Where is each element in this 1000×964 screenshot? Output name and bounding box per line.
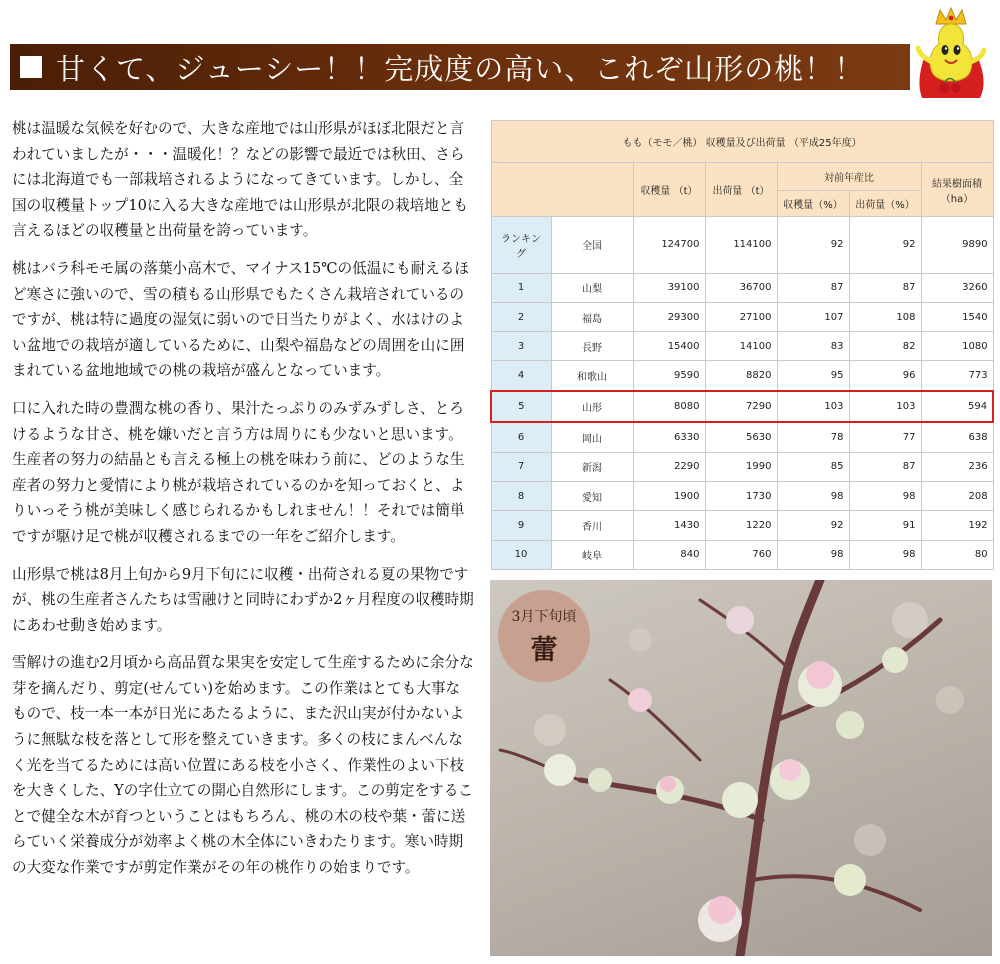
table-row <box>491 540 993 569</box>
shipment-cell: 27100 <box>705 302 777 331</box>
table-row <box>491 482 993 511</box>
shipment-cell: 1730 <box>705 482 777 511</box>
paragraph: 桃はバラ科モモ属の落葉小高木で、マイナス15℃の低温にも耐えるほど寒さに強いので、雪の積もる山形県でもたくさん栽培されているのですが、桃は特に過度の湿気に弱いので日当たりがよく、水はけのよい盆地での栽培が適しているために、山梨や福島などの周囲を山に囲まれている盆地地域での桃の栽培が盛んとなっています。 <box>12 259 469 380</box>
yoy-harvest-cell: 92 <box>777 217 849 274</box>
pref-cell: 香川 <box>551 511 633 540</box>
harvest-cell: 2290 <box>633 452 705 481</box>
rank-cell: 9 <box>491 511 551 540</box>
header-harvest: 収穫量 （t） <box>633 163 705 217</box>
rank-cell: 2 <box>491 302 551 331</box>
shipment-cell: 760 <box>705 540 777 569</box>
rank-cell: 7 <box>491 452 551 481</box>
rank-cell: 3 <box>491 332 551 361</box>
paragraph: 山形県で桃は8月上旬から9月下旬にに収穫・出荷される夏の果物ですが、桃の生産者さんたちは雪融けと同時にわずか2ヶ月程度の収穫時期にあわせ動き始めます。 <box>12 565 474 634</box>
harvest-table <box>490 120 994 570</box>
rank-cell: 8 <box>491 482 551 511</box>
pref-cell: 愛知 <box>551 482 633 511</box>
yoy-harvest-cell: 87 <box>777 273 849 302</box>
badge-date: 3月下旬頃 <box>511 608 577 625</box>
header-yoy: 対前年産比 <box>777 163 921 191</box>
area-cell: 192 <box>921 511 993 540</box>
shipment-cell: 36700 <box>705 273 777 302</box>
pref-cell: 長野 <box>551 332 633 361</box>
peach-bud-photo <box>490 580 992 956</box>
stage-badge <box>498 590 590 682</box>
table-row <box>491 422 993 452</box>
harvest-cell: 29300 <box>633 302 705 331</box>
harvest-cell: 1430 <box>633 511 705 540</box>
crowned-pear-mascot-icon <box>910 6 992 102</box>
paragraph: 桃は温暖な気候を好むので、大きな産地では山形県がほぼ北限だと言われていましたが・・・温暖化！？などの影響で最近では秋田、さらには北海道でも一部栽培されるようになってきています。しかし、全国の収穫量トップ10に入る大きな産地では山形県が北限の栽培地とも言えるほどの収穫量と出荷量を誇っています。 <box>12 120 468 240</box>
pref-cell: 岡山 <box>551 422 633 452</box>
header-area: 結果樹面積（ha） <box>921 163 993 217</box>
rank-cell: 10 <box>491 540 551 569</box>
yoy-harvest-cell: 85 <box>777 452 849 481</box>
yoy-shipment-cell: 103 <box>849 391 921 422</box>
table-row <box>491 302 993 331</box>
harvest-cell: 39100 <box>633 273 705 302</box>
yoy-shipment-cell: 82 <box>849 332 921 361</box>
yoy-shipment-cell: 87 <box>849 273 921 302</box>
table-row <box>491 511 993 540</box>
pref-cell: 新潟 <box>551 452 633 481</box>
badge-stage: 蕾 <box>530 634 558 666</box>
harvest-cell: 6330 <box>633 422 705 452</box>
rank-cell: 5 <box>491 391 551 422</box>
rank-cell: 1 <box>491 273 551 302</box>
header-yoy-harvest: 収穫量（%） <box>777 191 849 217</box>
harvest-table-container <box>490 120 992 570</box>
yoy-shipment-cell: 98 <box>849 540 921 569</box>
area-cell: 1540 <box>921 302 993 331</box>
yoy-shipment-cell: 87 <box>849 452 921 481</box>
yoy-harvest-cell: 78 <box>777 422 849 452</box>
rank-cell: 6 <box>491 422 551 452</box>
area-cell: 594 <box>921 391 993 422</box>
area-cell: 236 <box>921 452 993 481</box>
table-row-national <box>491 217 993 274</box>
shipment-cell: 8820 <box>705 361 777 391</box>
section-header <box>10 44 910 90</box>
yoy-harvest-cell: 95 <box>777 361 849 391</box>
harvest-cell: 8080 <box>633 391 705 422</box>
shipment-cell: 114100 <box>705 217 777 274</box>
yoy-shipment-cell: 96 <box>849 361 921 391</box>
shipment-cell: 1990 <box>705 452 777 481</box>
yoy-shipment-cell: 98 <box>849 482 921 511</box>
yoy-shipment-cell: 77 <box>849 422 921 452</box>
area-cell: 80 <box>921 540 993 569</box>
yoy-harvest-cell: 98 <box>777 482 849 511</box>
area-cell: 773 <box>921 361 993 391</box>
shipment-cell: 5630 <box>705 422 777 452</box>
table-row <box>491 361 993 391</box>
area-cell: 638 <box>921 422 993 452</box>
area-cell: 1080 <box>921 332 993 361</box>
harvest-cell: 15400 <box>633 332 705 361</box>
table-row <box>491 452 993 481</box>
rank-cell: 4 <box>491 361 551 391</box>
pref-cell: 岐阜 <box>551 540 633 569</box>
shipment-cell: 7290 <box>705 391 777 422</box>
pref-cell: 山梨 <box>551 273 633 302</box>
area-cell: 3260 <box>921 273 993 302</box>
header-shipment: 出荷量 （t） <box>705 163 777 217</box>
pref-cell: 和歌山 <box>551 361 633 391</box>
pref-cell: 山形 <box>551 391 633 422</box>
yoy-harvest-cell: 92 <box>777 511 849 540</box>
yoy-harvest-cell: 103 <box>777 391 849 422</box>
header-empty <box>491 163 633 217</box>
area-cell: 9890 <box>921 217 993 274</box>
square-bullet-icon <box>20 56 42 78</box>
pref-cell: 福島 <box>551 302 633 331</box>
table-row-highlighted <box>491 391 993 422</box>
harvest-cell: 9590 <box>633 361 705 391</box>
article-body <box>12 116 474 893</box>
section-title: 甘くて、ジューシー！！完成度の高い、これぞ山形の桃！！ <box>56 51 865 86</box>
table-row <box>491 273 993 302</box>
paragraph: 雪解けの進む2月頃から高品質な果実を安定して生産するために余分な芽を摘んだり、剪定(せんてい)を始めます。この作業はとても大事なもので、枝一本一本が日光にあたるように、また沢山実が付かないように無駄な枝を落として形を整えていきます。多くの枝にまんべんなく光を当てるためには高い位置にある枝を小さく、作業性のよい下枝を大きくした、Yの字仕立ての開心自然形にします。この剪定をすることで健全な木が育つということはもちろん、桃の木の枝や葉・蕾に送らていく栄養成分が効率よく桃の木全体にいきわたります。寒い時期の大変な作業ですが剪定作業がその年の桃作りの始まりです。 <box>12 654 474 877</box>
paragraph: 口に入れた時の豊潤な桃の香り、果汁たっぷりのみずみずしさ、とろけるような甘さ、桃を嫌いだと言う方は周りにも少ないと思います。生産者の努力の結晶とも言える極上の桃を味わう前に、どのような生産者の努力と愛情により桃が栽培されているのかを知っておくと、よりいっそう桃が美味しく感じられるかもしれません！！それでは簡単ですが駆け足で桃が収穫されるまでの一年をご紹介します。 <box>12 399 465 545</box>
yoy-shipment-cell: 91 <box>849 511 921 540</box>
harvest-cell: 124700 <box>633 217 705 274</box>
rank-label: ランキング <box>491 217 551 274</box>
yoy-harvest-cell: 83 <box>777 332 849 361</box>
header-yoy-shipment: 出荷量（%） <box>849 191 921 217</box>
shipment-cell: 14100 <box>705 332 777 361</box>
table-caption: もも（モモ／桃） 収穫量及び出荷量 （平成25年度） <box>491 121 993 163</box>
shipment-cell: 1220 <box>705 511 777 540</box>
yoy-shipment-cell: 92 <box>849 217 921 274</box>
harvest-cell: 1900 <box>633 482 705 511</box>
pref-cell: 全国 <box>551 217 633 274</box>
yoy-harvest-cell: 107 <box>777 302 849 331</box>
area-cell: 208 <box>921 482 993 511</box>
harvest-cell: 840 <box>633 540 705 569</box>
table-row <box>491 332 993 361</box>
yoy-harvest-cell: 98 <box>777 540 849 569</box>
yoy-shipment-cell: 108 <box>849 302 921 331</box>
